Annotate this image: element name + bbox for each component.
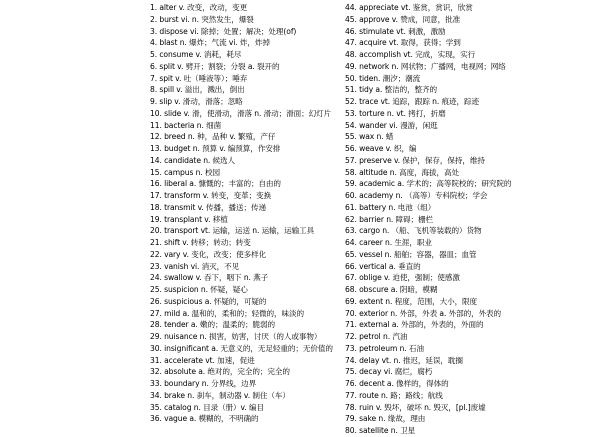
vocab-entry: 48. accomplish vt. 完成，实现，实行 — [345, 50, 476, 59]
right-vocabulary-column — [345, 2, 600, 437]
vocab-entry: 60. academy n. （高等）专科院校；学会 — [345, 191, 488, 200]
vocab-entry: 28. tender a. 嫩的；温柔的；脆弱的 — [150, 320, 275, 330]
vocab-entry: 36. vague a. 模糊的，不明确的 — [150, 414, 259, 424]
vocab-entry: 79. sake n. 缘故，理由 — [345, 414, 426, 424]
vocab-entry: 19. transplant v. 移植 — [150, 214, 228, 224]
vocab-entry: 65. vessel n. 船舶；容器，器皿；血管 — [345, 249, 477, 259]
vocab-entry: 30. insignificant a. 无意义的，无足轻重的；无价值的 — [150, 343, 333, 353]
vocab-entry: 53. torture n. vt. 拷打，折磨 — [345, 108, 446, 118]
vocab-entry: 80. satellite n. 卫星 — [345, 426, 416, 435]
vocab-entry: 50. tiden. 潮汐；潮流 — [345, 73, 421, 83]
vocab-entry: 61. battery n. 电池（组） — [345, 202, 436, 212]
vocab-entry: 25. suspicion n. 怀疑，疑心 — [150, 285, 248, 294]
vocab-entry: 69. extent n. 程度，范围，大小，限度 — [345, 296, 478, 306]
vocab-entry: 18. transmit v. 传播，播送；传递 — [150, 202, 266, 212]
vocab-entry: 64. career n. 生涯，职业 — [345, 238, 432, 247]
vocab-entry: 23. vanish vi. 消灭，不见 — [150, 261, 240, 271]
vocab-entry: 5. consume v. 消耗，耗尽 — [150, 50, 242, 59]
vocab-entry: 70. exterior n. 外部，外表 a. 外部的，外表的 — [345, 308, 502, 318]
vocab-entry: 55. wax n. 蜡 — [345, 132, 394, 142]
vocab-entry: 56. weave v. 织，编 — [345, 144, 417, 153]
vocab-entry: 67. oblige v. 迫使，强制；使感激 — [345, 273, 460, 283]
vocab-entry: 72. petrol n. 汽油 — [345, 332, 408, 341]
vocab-entry: 49. network n. 网状物；广播网，电视网；网络 — [345, 61, 506, 71]
vocab-entry: 57. preserve v. 保护，保存，保持，维持 — [345, 155, 485, 165]
vocab-entry: 51. tidy a. 整洁的，整齐的 — [345, 85, 438, 95]
vocab-entry: 3. dispose vi. 除掉；处置；解决；处理(of) — [150, 26, 297, 36]
vocab-entry: 63. cargo n. （船、飞机等装载的）货物 — [345, 226, 482, 236]
vocab-entry: 24. swallow v. 吞下，咽下 n. 燕子 — [150, 273, 269, 283]
vocab-entry: 13. budget n. 预算 v. 编预算，作安排 — [150, 144, 281, 153]
vocab-entry: 33. boundary n. 分界线，边界 — [150, 379, 257, 388]
vocab-entry: 74. delay vt. n. 推迟，延误，耽搁 — [345, 355, 463, 365]
vocab-entry: 62. barrier n. 障碍；栅栏 — [345, 214, 434, 224]
vocab-entry: 73. petroleum n. 石油 — [345, 343, 424, 353]
vocab-entry: 52. trace vt. 追踪，跟踪 n. 痕迹，踪迹 — [345, 97, 479, 106]
vocab-entry: 31. accelerate vt. 加速，促进 — [150, 355, 255, 365]
vocab-entry: 16. liberal a. 慷慨的；丰富的；自由的 — [150, 179, 281, 189]
vocab-entry: 7. spit v. 吐（唾液等）；唾弃 — [150, 73, 248, 83]
vocab-entry: 34. brake n. 刹车，制动器 v. 制住（车） — [150, 390, 290, 400]
vocab-entry: 14. candidate n. 候选人 — [150, 155, 236, 165]
vocab-entry: 27. mild a. 温和的，柔和的；轻微的，味淡的 — [150, 308, 305, 318]
vocab-entry: 4. blast n. 爆炸；气流 vi. 炸，炸掉 — [150, 38, 270, 48]
vocab-entry: 21. shift v. 转移；转动；转变 — [150, 238, 251, 247]
vocab-entry: 75. decay vi. 腐烂，腐朽 — [345, 367, 433, 377]
vocab-entry: 17. transform v. 转变，变革；变换 — [150, 191, 272, 200]
vocab-entry: 45. approve v. 赞成，同意，批准 — [345, 14, 461, 24]
vocab-entry: 35. catalog n. 目录（册）v. 编目 — [150, 402, 264, 412]
vocab-entry: 9. slip v. 滑动，滑落；忽略 — [150, 97, 243, 106]
vocab-entry: 58. altitude n. 高度，海拔，高处 — [345, 167, 460, 177]
vocab-entry: 29. nuisance n. 损害，妨害，讨厌（的人或事物） — [150, 332, 322, 341]
vocab-entry: 76. decent a. 像样的，得体的 — [345, 379, 449, 388]
vocab-entry: 54. wander vi. 漫游，闲逛 — [345, 120, 438, 130]
vocab-entry: 15. campus n. 校园 — [150, 167, 220, 177]
vocab-entry: 26. suspicious a. 怀疑的，可疑的 — [150, 296, 267, 306]
vocab-entry: 68. obscure a. 阴暗，模糊 — [345, 285, 438, 294]
vocab-entry: 8. spill v. 溢出，溅出，倒出 — [150, 85, 245, 95]
vocab-entry: 10. slide v. 滑，使滑动，滑落 n. 滑动；滑面；幻灯片 — [150, 108, 332, 118]
vocab-entry: 1. alter v. 改变，改动，变更 — [150, 3, 248, 12]
vocab-entry: 2. burst vi. n. 突然发生，爆裂 — [150, 14, 254, 24]
vocab-entry: 78. ruin v. 毁坏，破坏 n. 毁灭，[pl.]废墟 — [345, 402, 486, 412]
vocab-entry: 59. academic a. 学术的；高等院校的；研究院的 — [345, 179, 512, 189]
vocab-entry: 77. route n. 路；路线；航线 — [345, 390, 443, 400]
vocab-entry: 11. bacteria n. 细菌 — [150, 120, 222, 130]
vocab-entry: 6. split v. 劈开；割裂；分裂 a. 裂开的 — [150, 61, 280, 71]
vocab-entry: 32. absolute a. 绝对的，完全的；完全的 — [150, 367, 290, 377]
vocab-entry: 66. vertical a. 垂直的 — [345, 261, 421, 271]
vocab-entry: 71. external a. 外部的，外表的，外面的 — [345, 320, 484, 330]
vocab-entry: 22. vary v. 变化，改变；使多样化 — [150, 249, 267, 259]
vocab-entry: 46. stimulate vt. 刺激，激励 — [345, 26, 446, 36]
vocab-entry: 20. transport vt. 运输，运送 n. 运输，运输工具 — [150, 226, 315, 236]
vocab-entry: 44. appreciate vt. 鉴赏，赏识，欣赏 — [345, 3, 473, 12]
vocab-entry: 12. breed n. 种，品种 v. 繁殖，产仔 — [150, 132, 276, 142]
vocab-entry: 47. acquire vt. 取得，获得；学到 — [345, 38, 461, 48]
